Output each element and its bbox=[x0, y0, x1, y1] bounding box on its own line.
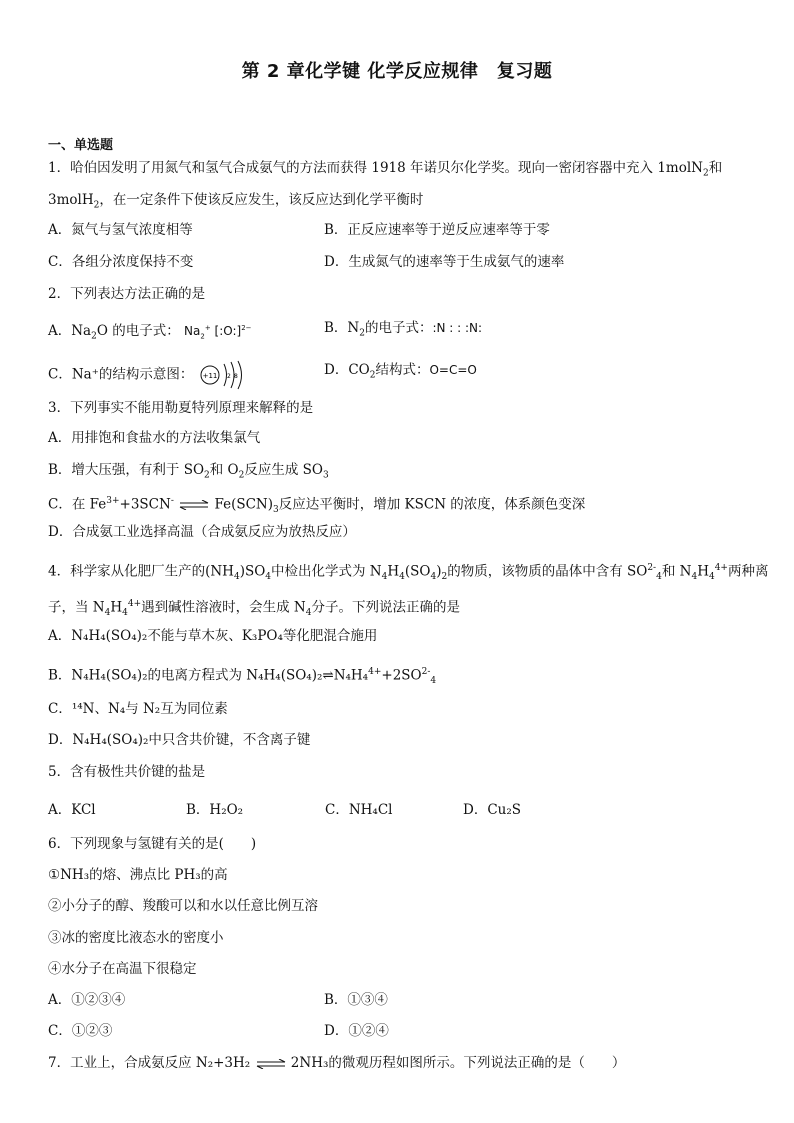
q1-option-b: B．正反应速率等于逆反应速率等于零 bbox=[324, 222, 550, 238]
q5-option-a: A．KCl bbox=[48, 802, 96, 818]
q6-option-d: D．①②④ bbox=[324, 1023, 389, 1039]
q6-item-3: ③冰的密度比液态水的密度小 bbox=[48, 930, 224, 946]
sodium-ion-structure-diagram bbox=[198, 360, 250, 390]
q1-stem-line1: 1．哈伯因发明了用氮气和氢气合成氨气的方法而获得 1918 年诺贝尔化学奖。现向一密闭容器中充入 1molN$_2$和 bbox=[48, 160, 723, 179]
q3-option-a: A．用排饱和食盐水的方法收集氯气 bbox=[48, 430, 261, 446]
n2-electron-formula: :N : : :N: bbox=[432, 321, 483, 335]
q3-option-c: C．在 $Fe^{3+}+3SCN^-$ $Fe(SCN)_3$反应达平衡时，增加 KSCN 的浓度，体系颜色变深 bbox=[48, 496, 586, 516]
q5-option-c: C．NH₄Cl bbox=[325, 802, 393, 818]
q3-option-b: B．增大压强，有利于 $SO_2$和 $O_2$反应生成 $SO_3$ bbox=[48, 462, 329, 481]
q2-stem: 2．下列表达方法正确的是 bbox=[48, 286, 206, 302]
equilibrium-arrow-icon bbox=[255, 1059, 287, 1069]
svg-text:8: 8 bbox=[233, 373, 238, 380]
q4-option-d: D．N₄H₄(SO₄)₂中只含共价键，不含离子键 bbox=[48, 732, 311, 748]
svg-text:+11: +11 bbox=[202, 372, 218, 380]
q4-option-c: C．¹⁴N、N₄与 N₂互为同位素 bbox=[48, 701, 228, 717]
q6-item-1: ①NH₃的熔、沸点比 PH₃的高 bbox=[48, 867, 228, 883]
q6-item-4: ④水分子在高温下很稳定 bbox=[48, 961, 197, 977]
q5-option-d: D．Cu₂S bbox=[463, 802, 522, 818]
q3-option-d: D．合成氨工业选择高温（合成氨反应为放热反应） bbox=[48, 524, 356, 540]
svg-text:2: 2 bbox=[226, 373, 231, 380]
q2-option-a: A．$Na_2O$ 的电子式： $Na_2^+$ [:O:]$^{2-}$ bbox=[48, 323, 252, 342]
q2-option-b: B．$N_2$的电子式：:N : : :N: bbox=[324, 320, 483, 339]
na2o-electron-formula: $Na_2^+$ [:O:]$^{2-}$ bbox=[184, 324, 252, 341]
q6-option-a: A．①②③④ bbox=[48, 992, 126, 1008]
q1-stem-line2: 3molH$_2$，在一定条件下使该反应发生，该反应达到化学平衡时 bbox=[48, 192, 424, 211]
q6-option-b: B．①③④ bbox=[324, 992, 388, 1008]
q2-option-c: C．Na⁺的结构示意图： +11 2 8 bbox=[48, 360, 250, 390]
q4-option-b: B．N₄H₄(SO₄)₂的电离方程式为 $N_4H_4(SO_4)_2\rightleftharpoons N_4H_4^{4+}+2SO^{2-}_4$ bbox=[48, 667, 437, 687]
q5-stem: 5．含有极性共价键的盐是 bbox=[48, 764, 206, 780]
q1-option-c: C．各组分浓度保持不变 bbox=[48, 254, 194, 270]
q5-option-b: B．H₂O₂ bbox=[186, 802, 244, 818]
section-heading: 一、单选题 bbox=[48, 138, 114, 153]
q6-option-c: C．①②③ bbox=[48, 1023, 113, 1039]
q1-option-a: A．氮气与氢气浓度相等 bbox=[48, 222, 193, 238]
q6-item-2: ②小分子的醇、羧酸可以和水以任意比例互溶 bbox=[48, 898, 318, 914]
q3-stem: 3．下列事实不能用勒夏特列原理来解释的是 bbox=[48, 400, 314, 416]
q1-option-d: D．生成氮气的速率等于生成氨气的速率 bbox=[324, 254, 565, 270]
q2-option-d: D．$CO_2$结构式：O=C=O bbox=[324, 362, 477, 381]
equilibrium-arrow-icon bbox=[178, 500, 210, 510]
page-title: 第 2 章化学键 化学反应规律 复习题 bbox=[241, 61, 553, 82]
q4-stem-line1: 4．科学家从化肥厂生产的$(NH_4)SO_4$中检出化学式为 $N_4H_4(SO_4)_2$的物质，该物质的晶体中含有 $SO^{2-}_4$和 $N_4H_4^{4+}$两种离 bbox=[48, 563, 769, 583]
q4-stem-line2: 子，当 $N_4H_4^{4+}$遇到碱性溶液时，会生成 $N_4$分子。下列说法正确的是 bbox=[48, 599, 460, 619]
q7-stem: 7．工业上，合成氨反应 N₂+3H₂ 2NH₃的微观历程如图所示。下列说法正确的是（ ） bbox=[48, 1055, 626, 1071]
q4-option-a: A．N₄H₄(SO₄)₂不能与草木灰、K₃PO₄等化肥混合施用 bbox=[48, 628, 378, 644]
q6-stem: 6．下列现象与氢键有关的是( ) bbox=[48, 836, 257, 852]
